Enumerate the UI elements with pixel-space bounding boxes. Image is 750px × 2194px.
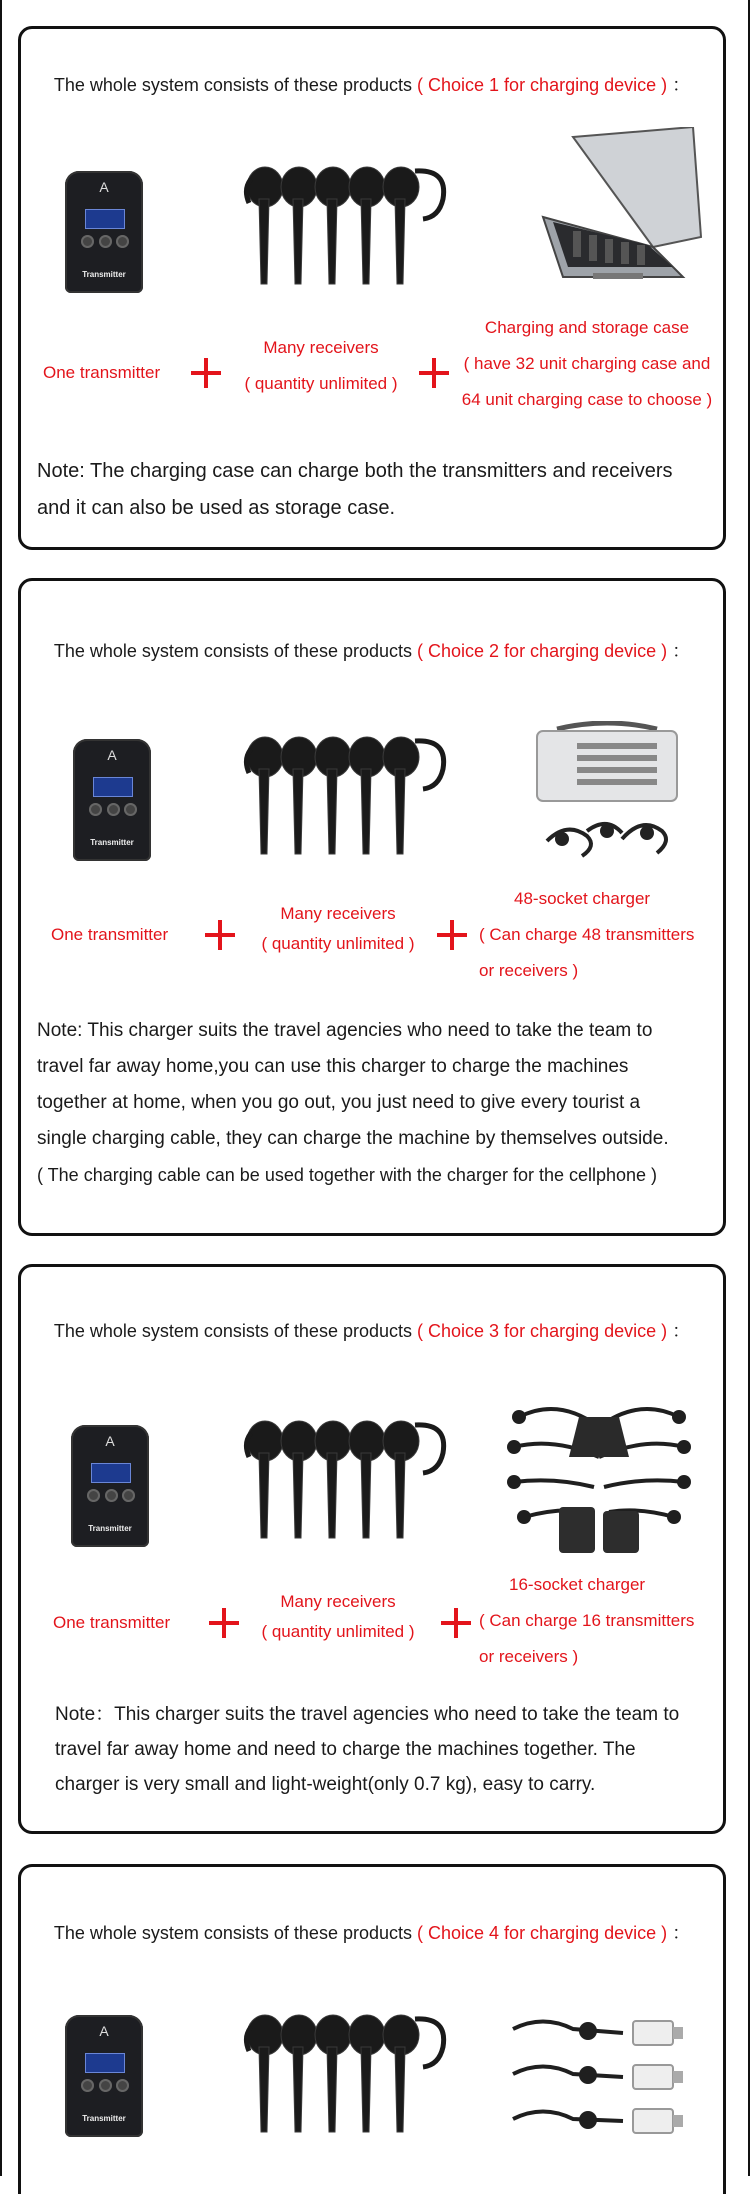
header-text: The whole system consists of these products [53, 1321, 412, 1341]
panel-header [21, 1317, 723, 1343]
header-suffix: ： [672, 75, 691, 95]
brand-logo-icon: A [99, 179, 109, 195]
transmitter-buttons [81, 2079, 129, 2097]
transmitter-image [65, 171, 143, 293]
header-choice: ( Choice 4 for charging device ) [417, 1923, 668, 1943]
label-receivers [253, 899, 423, 959]
socket-charger-icon [499, 1387, 699, 1557]
label-one-transmitter: One transmitter [53, 1613, 171, 1632]
socket-charger-icon [527, 721, 687, 871]
charger-line-1: 16-socket charger [509, 1575, 646, 1594]
usb-cable-icon [503, 2009, 703, 2149]
receivers-icon [243, 159, 453, 289]
brand-logo-icon: A [107, 747, 117, 763]
transmitter-screen [85, 2053, 125, 2073]
header-choice: ( Choice 1 for charging device ) [417, 75, 668, 95]
receivers-image [243, 729, 453, 859]
note-text [37, 1013, 669, 1193]
note-line: ( The charging cable can be used together with the charger for the cellphone ) [37, 1165, 658, 1185]
brand-logo-icon: A [99, 2023, 109, 2039]
note-line: and it can also be used as storage case. [37, 497, 396, 519]
charging-cables-image [503, 2009, 703, 2149]
note-line: travel far away home,you can use this charger to charge the machines [37, 1056, 629, 1077]
brand-logo-icon: A [105, 1433, 115, 1449]
header-suffix: ： [672, 641, 691, 661]
panel-header [21, 637, 723, 663]
charger-line-1: 48-socket charger [514, 889, 651, 908]
note-line: travel far away home and need to charge the machines together. The [55, 1739, 636, 1760]
panel-header [21, 71, 723, 97]
storage-case-icon [533, 127, 703, 287]
header-suffix: ： [672, 1923, 691, 1943]
charger-line-3: 64 unit charging case to choose ) [461, 390, 713, 409]
charger-line-2: ( Can charge 48 transmitters [479, 925, 695, 944]
plus-icon [441, 1608, 471, 1638]
transmitter-caption: Transmitter [88, 1524, 132, 1533]
receivers-icon [243, 729, 453, 859]
charger-line-2: ( Can charge 16 transmitters [479, 1611, 695, 1630]
header-text: The whole system consists of these products [53, 641, 412, 661]
note-line: Note: This charger suits the travel agencies who need to take the team to [37, 1020, 653, 1041]
receivers-image [243, 2007, 453, 2137]
receivers-line-1: Many receivers [263, 338, 379, 357]
receivers-icon [243, 1413, 453, 1543]
header-suffix: ： [672, 1321, 691, 1341]
panel-choice-3 [18, 1264, 726, 1834]
transmitter-buttons [89, 803, 137, 821]
charging-case-image [533, 127, 703, 287]
charger-16-image [499, 1387, 699, 1557]
panel-choice-2 [18, 578, 726, 1236]
left-edge-line [0, 0, 2, 2176]
plus-icon [209, 1608, 239, 1638]
panel-choice-1 [18, 26, 726, 550]
charger-line-2: ( have 32 unit charging case and [463, 354, 711, 373]
transmitter-image [71, 1425, 149, 1547]
note-text [37, 453, 673, 527]
charger-line-3: or receivers ) [479, 1647, 579, 1666]
transmitter-buttons [87, 1489, 135, 1507]
charger-line-3: or receivers ) [479, 961, 579, 980]
transmitter-screen [93, 777, 133, 797]
transmitter-screen [91, 1463, 131, 1483]
note-line: Note: The charging case can charge both the transmitters and receivers [37, 460, 673, 482]
receivers-image [243, 1413, 453, 1543]
plus-icon [419, 358, 449, 388]
receivers-line-2: ( quantity unlimited ) [261, 934, 415, 953]
label-charger [479, 1567, 729, 1675]
receivers-icon [243, 2007, 453, 2137]
panel-header [21, 1919, 723, 1945]
note-line: single charging cable, they can charge the machine by themselves outside. [37, 1128, 669, 1149]
label-charger [479, 881, 729, 989]
receivers-image [243, 159, 453, 289]
transmitter-image [73, 739, 151, 861]
header-text: The whole system consists of these products [53, 75, 412, 95]
transmitter-buttons [81, 235, 129, 253]
receivers-line-1: Many receivers [280, 1592, 396, 1611]
panel-choice-4 [18, 1864, 726, 2194]
receivers-line-1: Many receivers [280, 904, 396, 923]
note-line: Note：This charger suits the travel agencies who need to take the team to [55, 1704, 680, 1725]
transmitter-caption: Transmitter [82, 2114, 126, 2123]
label-one-transmitter: One transmitter [43, 363, 161, 382]
note-line: charger is very small and light-weight(only 0.7 kg), easy to carry. [55, 1774, 596, 1795]
label-one-transmitter: One transmitter [51, 925, 169, 944]
label-charger [457, 310, 717, 418]
label-receivers [253, 1587, 423, 1647]
note-text [55, 1697, 679, 1802]
transmitter-screen [85, 209, 125, 229]
header-choice: ( Choice 2 for charging device ) [417, 641, 668, 661]
header-choice: ( Choice 3 for charging device ) [417, 1321, 668, 1341]
note-line: together at home, when you go out, you just need to give every tourist a [37, 1092, 641, 1113]
receivers-line-2: ( quantity unlimited ) [261, 1622, 415, 1641]
plus-icon [437, 920, 467, 950]
label-receivers [236, 330, 406, 402]
transmitter-image [65, 2015, 143, 2137]
plus-icon [191, 358, 221, 388]
charger-48-image [527, 721, 687, 871]
transmitter-caption: Transmitter [90, 838, 134, 847]
receivers-line-2: ( quantity unlimited ) [244, 374, 398, 393]
transmitter-caption: Transmitter [82, 270, 126, 279]
header-text: The whole system consists of these products [53, 1923, 412, 1943]
plus-icon [205, 920, 235, 950]
charger-line-1: Charging and storage case [484, 318, 690, 337]
